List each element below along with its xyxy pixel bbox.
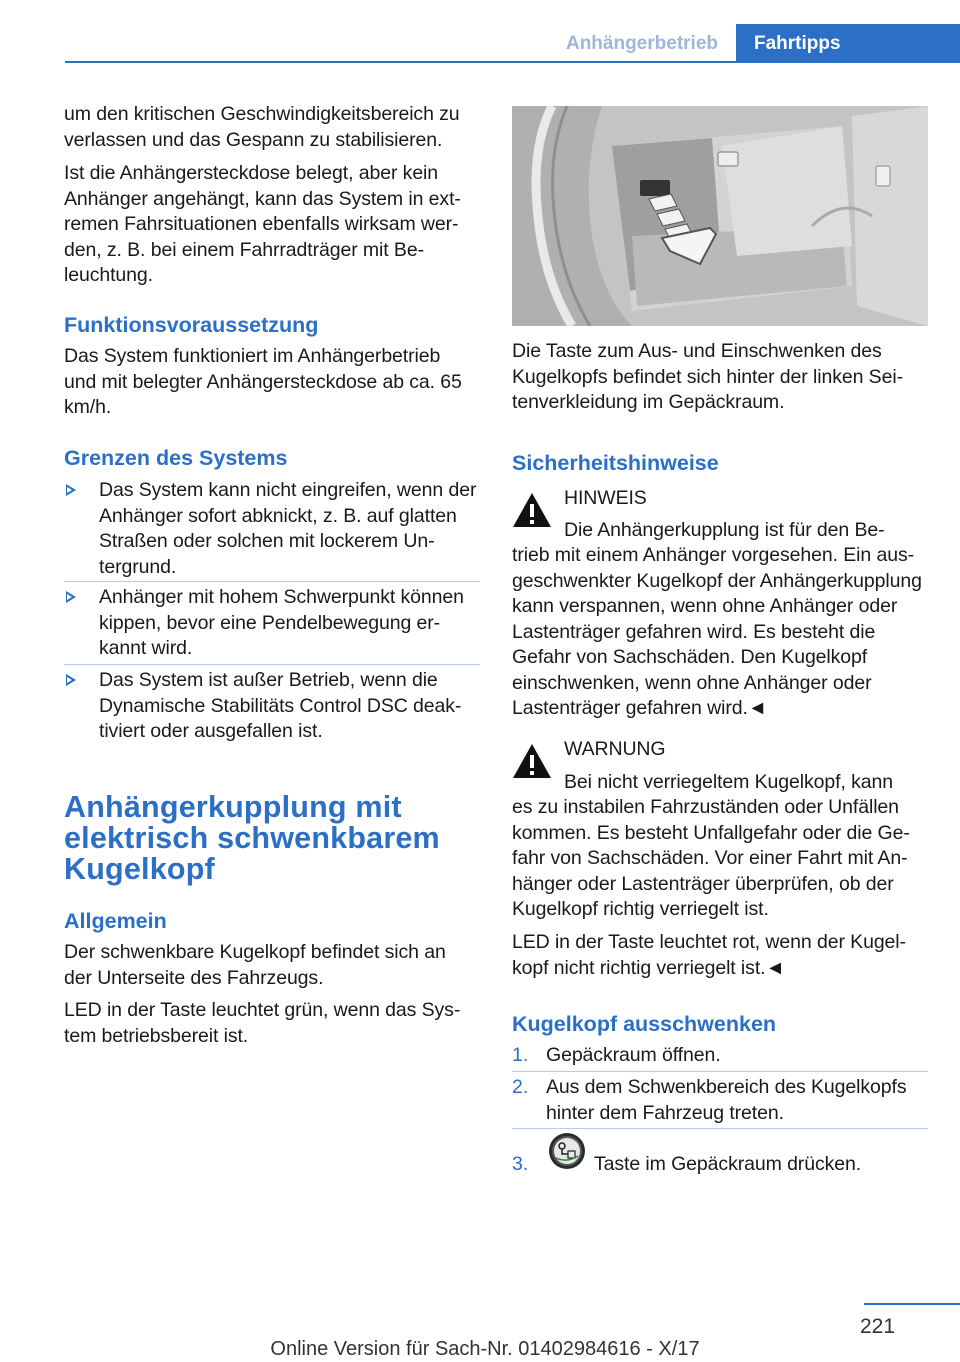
- triangle-bullet-icon: [66, 591, 76, 603]
- hinweis-body: trieb mit einem Anhänger vorgesehen. Ein ausgeschwenkter Kugelkopf der Anhängerkupplung kann verspannen, wenn ohne Anhänger oder Lastenträger gefahren wird. Es besteht die Gefahr von Sachschäden. Den Kugelkopf einschwenken, wenn ohne Anhänger oder Lastenträger gefahren wird.◄: [512, 544, 922, 719]
- list-item: [64, 585, 480, 662]
- heading-grenzen-des-systems: Grenzen des Systems: [64, 446, 288, 470]
- heading-anhaengerkupplung-line1: Anhängerkupplung mit: [64, 790, 402, 824]
- list-item-text: Das System kann nicht eingreifen, wenn der Anhänger sofort abknickt, z. B. auf glatten Straßen oder solchen mit lockerem Untergrund.: [99, 479, 477, 578]
- paragraph-steckdose: Ist die Anhängersteckdose belegt, aber kein Anhänger angehängt, kann das System in extremen Fahrsituationen ebenfalls wirksam werden, z. B. bei einem Fahrradträger mit Beleuchtung.: [64, 162, 461, 286]
- heading-funktionsvoraussetzung: Funktionsvoraussetzung: [64, 313, 319, 337]
- trunk-photo: [512, 106, 928, 326]
- step-text: Taste im Gepäckraum drücken.: [594, 1153, 862, 1175]
- list-divider: [64, 581, 480, 582]
- list-divider: [512, 1128, 928, 1129]
- section-tab-fahrtipps[interactable]: Fahrtipps: [736, 24, 960, 63]
- warning-triangle-icon: [512, 492, 552, 528]
- footer-rule: [864, 1303, 960, 1305]
- page-number: 221: [860, 1315, 896, 1338]
- heading-anhaengerkupplung-line2: elektrisch schwenkbarem: [64, 821, 440, 855]
- list-item-text: Das System ist außer Betrieb, wenn die Dynamische Stabilitäts Control DSC deaktiviert oder ausgefallen ist.: [99, 669, 462, 742]
- heading-allgemein: Allgemein: [64, 909, 167, 933]
- list-item: [512, 1152, 928, 1182]
- step-number: 2.: [512, 1076, 529, 1098]
- section-tab-anhaengerbetrieb[interactable]: Anhängerbetrieb: [548, 24, 736, 63]
- step-text: Aus dem Schwenkbereich des Kugelkopfs hinter dem Fahrzeug treten.: [546, 1076, 907, 1124]
- list-item: [64, 478, 480, 580]
- hinweis-first-line: Die Anhängerkupplung ist für den Be-: [564, 519, 885, 541]
- paragraph-led-rot: LED in der Taste leuchtet rot, wenn der Kugelkopf nicht richtig verriegelt ist.◄: [512, 931, 907, 979]
- warnung-body: es zu instabilen Fahrzuständen oder Unfällen kommen. Es besteht Unfallgefahr oder die Gefahr von Sachschäden. Vor einer Fahrt mit Anhänger oder Lastenträger überprüfen, ob der Kugelkopf richtig verriegelt ist.: [512, 796, 910, 920]
- paragraph-led-gruen: LED in der Taste leuchtet grün, wenn das System betriebsbereit ist.: [64, 999, 461, 1047]
- warning-triangle-icon: [512, 743, 552, 779]
- warnung-label: WARNUNG: [564, 738, 666, 760]
- paragraph-allgemein: Der schwenkbare Kugelkopf befindet sich an der Unterseite des Fahrzeugs.: [64, 941, 446, 989]
- triangle-bullet-icon: [66, 674, 76, 686]
- list-item-text: Anhänger mit hohem Schwerpunkt können kippen, bevor eine Pendelbewegung erkannt wird.: [99, 586, 464, 659]
- hinweis-label: HINWEIS: [564, 487, 647, 509]
- header-rule: [65, 61, 960, 63]
- heading-kugelkopf-ausschwenken: Kugelkopf ausschwenken: [512, 1012, 777, 1036]
- heading-sicherheitshinweise: Sicherheitshinweise: [512, 451, 719, 475]
- step-number: 3.: [512, 1153, 529, 1175]
- list-item: [512, 1043, 928, 1073]
- paragraph-intro: um den kritischen Geschwindigkeitsbereich zu verlassen und das Gespann zu stabilisieren.: [64, 103, 460, 151]
- list-item: [64, 668, 480, 745]
- list-item: [512, 1075, 928, 1127]
- warnung-first-line: Bei nicht verriegeltem Kugelkopf, kann: [564, 771, 893, 793]
- towbar-button-icon: [548, 1132, 586, 1170]
- trunk-illustration: [512, 106, 928, 326]
- list-divider: [64, 664, 480, 665]
- step-number: 1.: [512, 1044, 529, 1066]
- step-text: Gepäckraum öffnen.: [546, 1044, 721, 1066]
- heading-anhaengerkupplung-line3: Kugelkopf: [64, 852, 215, 886]
- online-version-note: Online Version für Sach-Nr. 01402984616 - X/17: [270, 1338, 700, 1360]
- photo-caption: Die Taste zum Aus- und Einschwenken des Kugelkopfs befindet sich hinter der linken Seitenverkleidung im Gepäckraum.: [512, 340, 904, 413]
- paragraph-funktion: Das System funktioniert im Anhängerbetrieb und mit belegter Anhängersteckdose ab ca. 65 km/h.: [64, 345, 462, 418]
- triangle-bullet-icon: [66, 484, 76, 496]
- list-divider: [512, 1071, 928, 1072]
- page-header: [0, 0, 960, 64]
